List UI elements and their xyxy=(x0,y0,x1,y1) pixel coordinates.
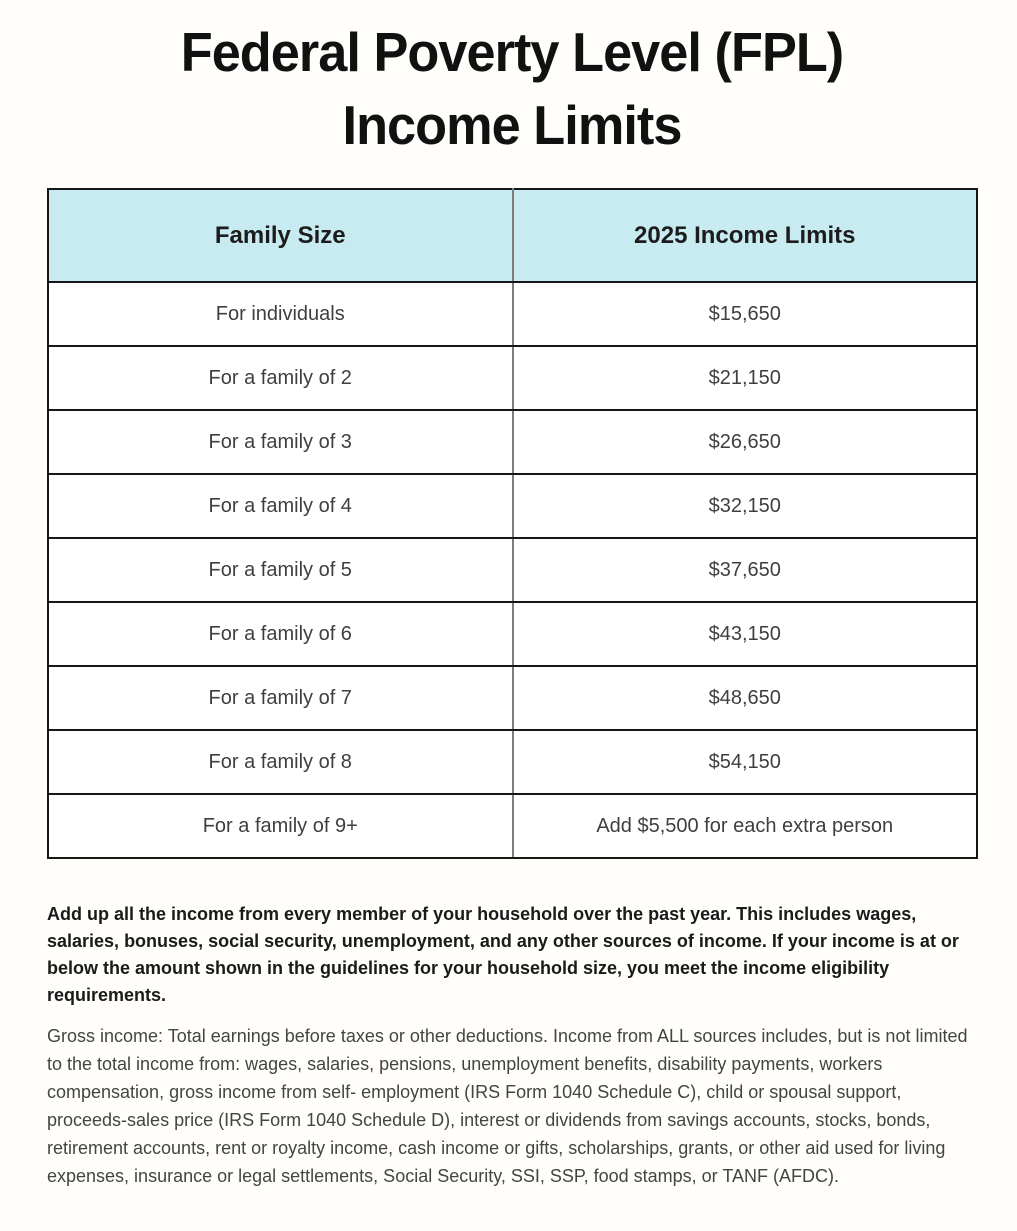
table-row xyxy=(48,538,977,602)
gross-income-definition: Gross income: Total earnings before taxes or other deductions. Income from ALL sources includes, but is not limited to the total income from: wages, salaries, pensions, unemployment benefits, disability payments, workers compensation, gross income from self- employment (IRS Form 1040 Schedule C), child or spousal support, proceeds-sales price (IRS Form 1040 Schedule D), interest or dividends from savings accounts, stocks, bonds, retirement accounts, rent or royalty income, cash income or gifts, scholarships, grants, or other aid used for living expenses, insurance or legal settlements, Social Security, SSI, SSP, food stamps, or TANF (AFDC). xyxy=(47,1026,968,1186)
family-size-cell: For a family of 4 xyxy=(48,474,513,538)
table-row xyxy=(48,794,977,858)
income-limit-cell: $26,650 xyxy=(513,410,978,474)
table-header-row xyxy=(48,189,977,282)
family-size-cell: For a family of 3 xyxy=(48,410,513,474)
page-title-line-2: Income Limits xyxy=(342,94,682,156)
table-row xyxy=(48,282,977,346)
family-size-cell: For a family of 7 xyxy=(48,666,513,730)
family-size-cell: For a family of 8 xyxy=(48,730,513,794)
family-size-cell: For a family of 9+ xyxy=(48,794,513,858)
table-row xyxy=(48,346,977,410)
family-size-cell: For a family of 5 xyxy=(48,538,513,602)
eligibility-note: Add up all the income from every member of your household over the past year. This includes wages, salaries, bonuses, social security, unemployment, and any other sources of income. If your income is at or below the amount shown in the guidelines for your household size, you meet the income eligibility requirements. xyxy=(47,904,959,1005)
income-limit-cell: $37,650 xyxy=(513,538,978,602)
table-row xyxy=(48,602,977,666)
family-size-header: Family Size xyxy=(48,189,513,282)
income-limit-cell: $32,150 xyxy=(513,474,978,538)
page-title-line-1: Federal Poverty Level (FPL) xyxy=(180,21,844,83)
family-size-cell: For a family of 6 xyxy=(48,602,513,666)
income-limit-cell: Add $5,500 for each extra person xyxy=(513,794,978,858)
table-row xyxy=(48,730,977,794)
page-title xyxy=(47,16,977,162)
family-size-cell: For a family of 2 xyxy=(48,346,513,410)
income-limit-cell: $43,150 xyxy=(513,602,978,666)
table-header xyxy=(48,189,977,282)
table-row xyxy=(48,474,977,538)
income-limit-cell: $15,650 xyxy=(513,282,978,346)
fpl-income-table xyxy=(47,188,978,859)
income-limit-cell: $54,150 xyxy=(513,730,978,794)
income-limits-header: 2025 Income Limits xyxy=(513,189,978,282)
income-limit-cell: $21,150 xyxy=(513,346,978,410)
table-row xyxy=(48,666,977,730)
table-body xyxy=(48,282,977,858)
family-size-cell: For individuals xyxy=(48,282,513,346)
table-row xyxy=(48,410,977,474)
income-limit-cell: $48,650 xyxy=(513,666,978,730)
